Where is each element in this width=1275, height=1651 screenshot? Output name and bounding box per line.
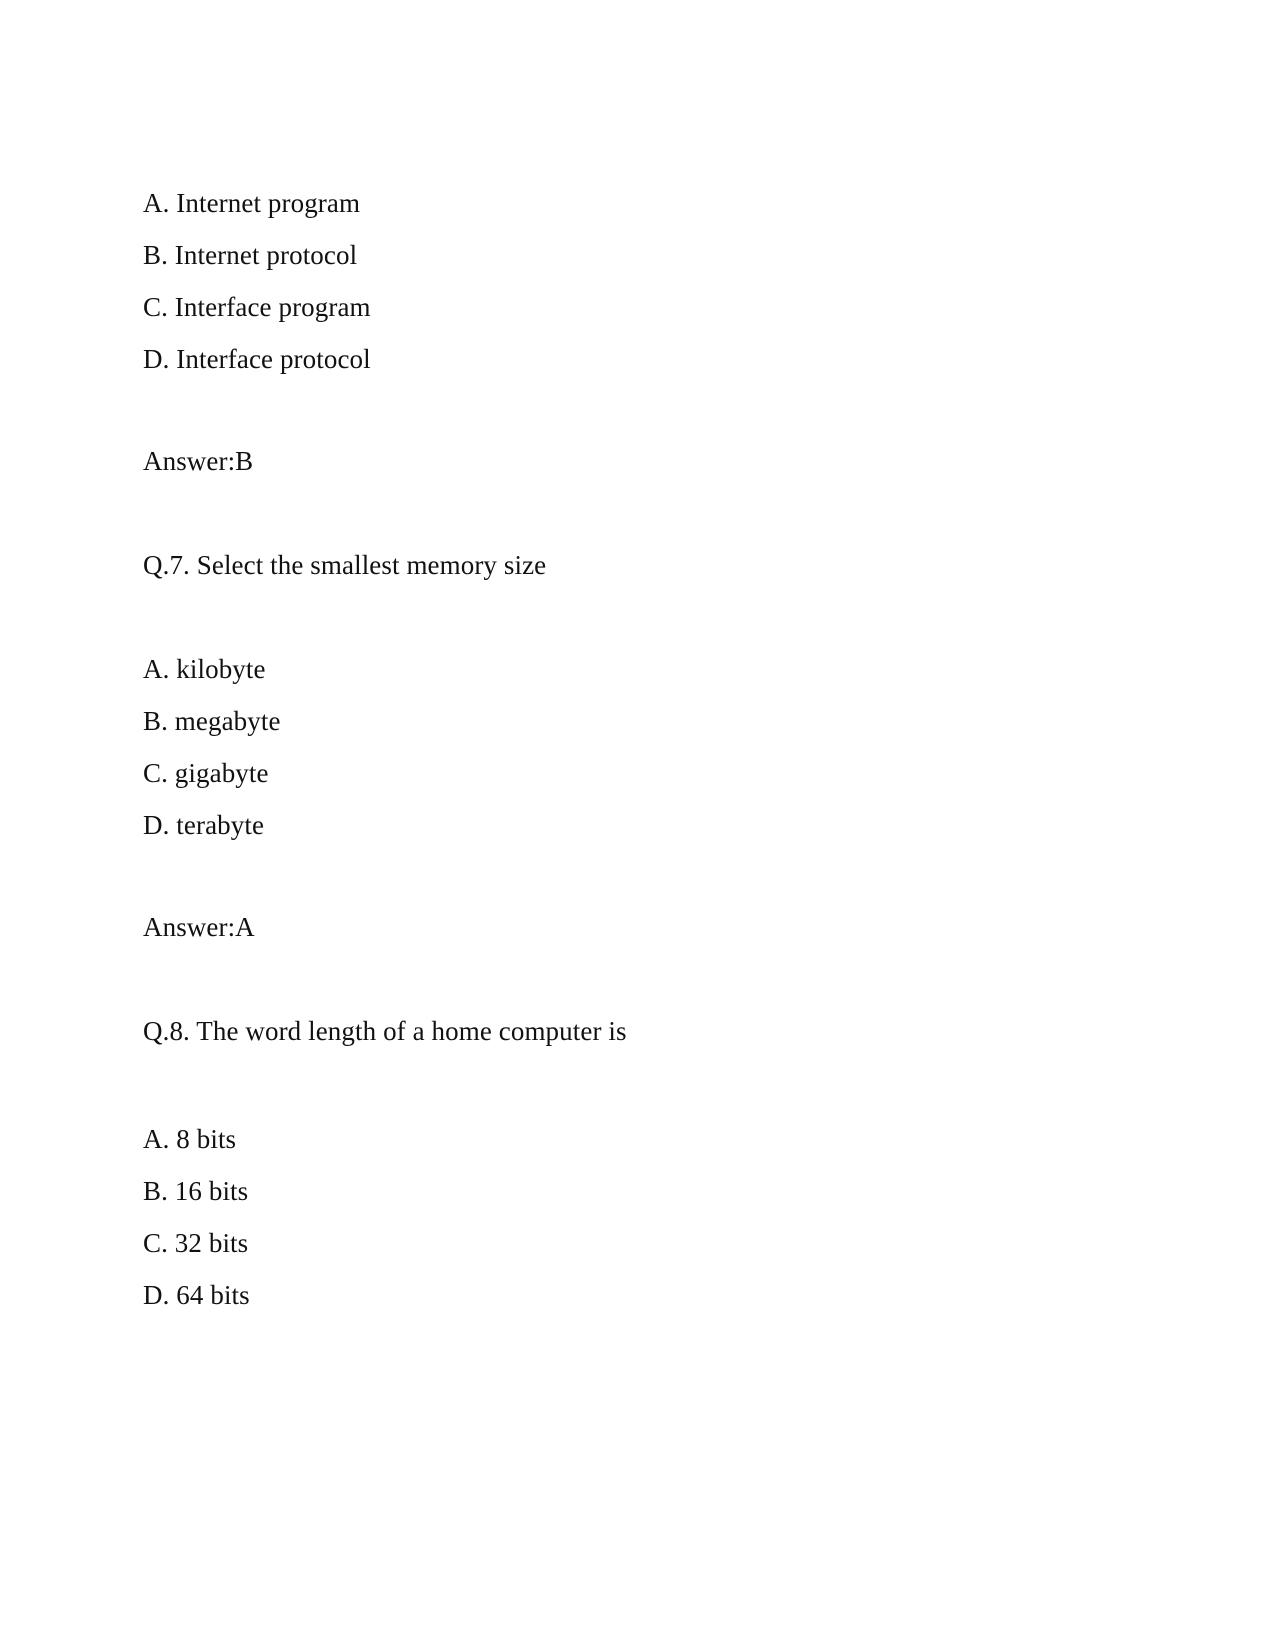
option-item: D. Interface protocol bbox=[143, 344, 371, 374]
question-prompt: Q.7. Select the smallest memory size bbox=[143, 550, 547, 580]
option-item: C. gigabyte bbox=[143, 758, 269, 788]
document-body bbox=[143, 190, 1143, 1334]
paragraph-gap bbox=[143, 398, 1143, 448]
paragraph-gap bbox=[143, 1070, 1143, 1126]
option-item: D. terabyte bbox=[143, 810, 265, 840]
option-item: A. 8 bits bbox=[143, 1124, 237, 1154]
paragraph-gap bbox=[143, 604, 1143, 656]
paragraph-gap bbox=[143, 966, 1143, 1018]
answer-line: Answer:A bbox=[143, 912, 255, 942]
option-item: A. kilobyte bbox=[143, 654, 266, 684]
option-item: B. Internet protocol bbox=[143, 240, 358, 270]
option-item: B. 16 bits bbox=[143, 1176, 249, 1206]
option-item: A. Internet program bbox=[143, 188, 361, 218]
option-item: C. Interface program bbox=[143, 292, 371, 322]
option-item: B. megabyte bbox=[143, 706, 281, 736]
question-prompt: Q.8. The word length of a home computer is bbox=[143, 1016, 627, 1046]
option-item: D. 64 bits bbox=[143, 1280, 250, 1310]
paragraph-gap bbox=[143, 864, 1143, 914]
answer-line: Answer:B bbox=[143, 446, 254, 476]
option-item: C. 32 bits bbox=[143, 1228, 249, 1258]
paragraph-gap bbox=[143, 500, 1143, 552]
